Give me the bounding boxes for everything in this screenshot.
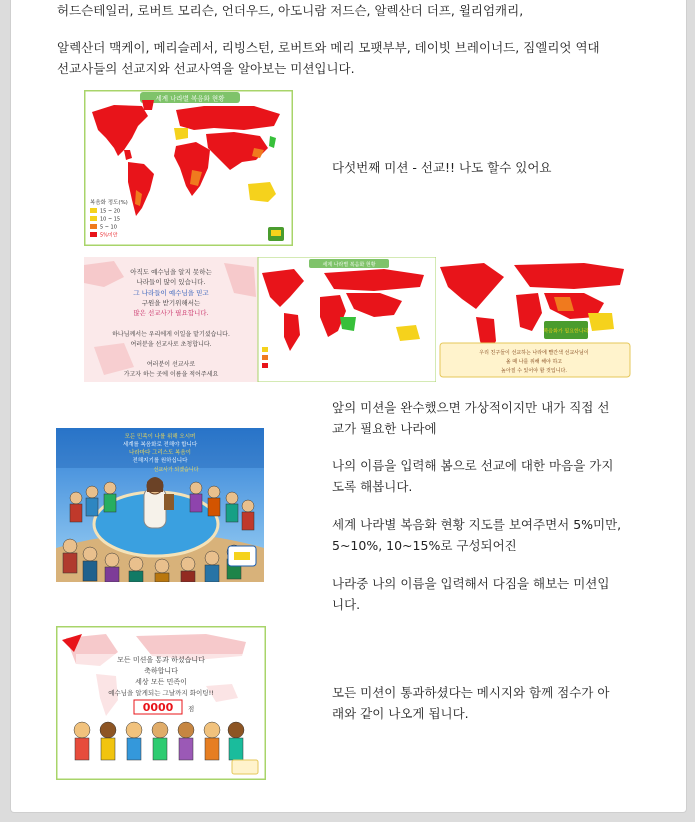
- para-2-line-2: 도록 해봅니다.: [332, 479, 413, 494]
- intro-line-2: 알렉산더 맥케이, 메리슬레서, 리빙스턴, 로버트와 메리 모팻부부, 데이빗 브레이너드, 짐엘리엇 역대: [57, 40, 600, 55]
- world-map-image: [84, 90, 293, 246]
- para-1-line-2: 교가 필요한 나라에: [332, 421, 437, 436]
- map1-legend-title: 복음화 정도(%): [90, 200, 128, 206]
- mission-panels-image: [84, 257, 634, 382]
- panel-msg-9: 여러분이 선교사로: [146, 361, 196, 368]
- final-msg-2: 세상 모든 민족이: [135, 678, 187, 686]
- para-4-line-1: 나라중 나의 이름을 입력해서 다짐을 해보는 미션입: [332, 576, 610, 591]
- jesus-scene-image: [56, 428, 264, 582]
- scene-text-0: 모든 민족이 나를 위해 오시며: [124, 434, 196, 440]
- panel-msg-3: 구원을 받기위해서는: [141, 299, 201, 307]
- intro-line-1: 허드슨테일러, 로버트 모리슨, 언더우드, 아도니람 저드슨, 알렉산더 더프, 윌리엄캐리,: [57, 3, 524, 18]
- scene-text-2: 나라마다 그리스도 복음이: [129, 450, 191, 456]
- world-map-graphic: [84, 90, 293, 246]
- panel-note-2: 높아질 수 있어야 할 것입니다.: [501, 368, 567, 374]
- panel-msg-0: 아직도 예수님을 알지 못하는: [130, 268, 212, 276]
- jesus-scene-graphic: [56, 428, 264, 582]
- para-3-line-1: 세계 나라별 복음화 현황 지도를 보여주면서 5%미만,: [332, 517, 622, 532]
- para-3-line-2: 5~10%, 10~15%로 구성되어진: [332, 538, 517, 553]
- final-caption-line-2: 래와 같이 나오게 됩니다.: [332, 706, 469, 721]
- scene-text-1: 세계를 복음화로 전해야 합니다: [122, 442, 198, 448]
- para-1-line-1: 앞의 미션을 완수했으면 가상적이지만 내가 직접 선: [332, 400, 610, 415]
- mission5-title: 다섯번째 미션 - 선교!! 나도 할수 있어요: [332, 160, 552, 175]
- panel-msg-6: 하나님께서는 우리에게 이일을 맡기셨습니다.: [112, 331, 230, 338]
- para-2-line-1: 나의 이름을 입력해 봄으로 선교에 대한 마음을 가지: [332, 458, 614, 473]
- panel-msg-7: 여러분을 선교사로 초청합니다.: [130, 341, 212, 348]
- panel-note-0: 우리 친구들이 선교하는 나라에 빨간색 선교사님이: [479, 350, 589, 356]
- panel-msg-10: 가고자 하는 곳에 이름을 적어주세요: [123, 371, 219, 378]
- map1-title: 세계 나라별 복음화 현황: [155, 94, 225, 103]
- final-msg-3: 예수님을 알게되는 그날까지 화이팅!!: [108, 689, 214, 697]
- intro-line-3: 선교사들의 선교지와 선교사역을 알아보는 미션입니다.: [57, 61, 355, 76]
- scene-subtext: 선교사가 되겠습니다: [153, 467, 199, 473]
- final-screen-graphic: [56, 626, 266, 780]
- scene-text-3: 전해지기를 원하십니다: [132, 458, 188, 464]
- final-msg-0: 모든 미션을 통과 하셨습니다: [117, 656, 205, 664]
- map1-legend-2: 5 ~ 10: [100, 224, 117, 231]
- map1-legend-0: 15 ~ 20: [100, 208, 121, 215]
- map1-legend-3: 5%미만: [100, 232, 118, 239]
- panel-tag: 복음화가 필요한나라: [543, 328, 589, 335]
- final-screen-image: [56, 626, 266, 780]
- panel-msg-4: 많은 선교사가 필요합니다.: [133, 309, 209, 317]
- final-msg-1: 축하합니다: [144, 667, 178, 675]
- final-caption-line-1: 모든 미션이 통과하셨다는 메시지와 함께 점수가 아: [332, 685, 610, 700]
- final-score-unit: 점: [188, 705, 195, 713]
- panel-map-title: 세계 나라별 복음화 현황: [322, 262, 376, 268]
- panel-msg-2: 그 나라들이 예수님을 믿고: [133, 289, 209, 297]
- para-4-line-2: 니다.: [332, 597, 361, 612]
- mission-panels-graphic: [84, 257, 634, 382]
- panel-note-1: 올 때 나를 위해 해야 하고: [505, 359, 563, 365]
- map1-legend-1: 10 ~ 15: [100, 216, 121, 223]
- final-score: 0000: [142, 701, 174, 714]
- panel-msg-1: 나라들이 많이 있습니다.: [136, 278, 206, 286]
